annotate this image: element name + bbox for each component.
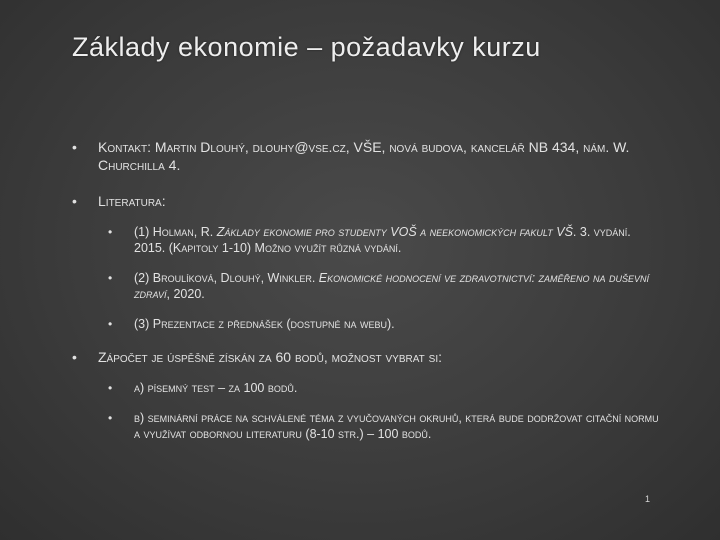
lit2-book-title: Ekonomické hodnocení ve zdravotnictví: zaměřeno na duševní zdraví (134, 271, 649, 301)
page-number: 1 (645, 494, 651, 504)
literatura-label: Literatura: (98, 193, 166, 209)
lit1-author: (1) Holman, R. (134, 225, 217, 239)
kontakt-text: Kontakt: Martin Dlouhý, dlouhy@vse.cz, VŠE, nová budova, kancelář NB 434, nám. W. Churchilla 4. (98, 139, 630, 173)
option-a-text: a) písemný test – za 100 bodů. (134, 381, 298, 395)
bullet-dot-icon: • (108, 317, 113, 331)
bullet-dot-icon: • (108, 381, 113, 395)
option-b (108, 410, 662, 442)
bullet-dot-icon: • (72, 349, 77, 365)
literature-item-3 (108, 316, 662, 332)
option-a (108, 380, 662, 396)
bullet-dot-icon: • (108, 225, 113, 239)
bullet-dot-icon: • (72, 193, 77, 209)
lit2-authors: (2) Broulíková, Dlouhý, Winkler. (134, 271, 319, 285)
bullet-zapocet (72, 348, 662, 366)
bullet-literatura (72, 192, 662, 210)
bullet-kontakt (72, 138, 662, 174)
literature-item-1 (108, 224, 662, 256)
option-b-text: b) seminární práce na schválené téma z vyučovaných okruhů, která bude dodržovat citační normu a využívat odbornou literaturu (8-10 str.) – 100 bodů. (134, 411, 659, 441)
bullet-dot-icon: • (108, 271, 113, 285)
lit1-details: . 3. vydání. 2015. (Kapitoly 1-10) Možno využít různá vydání. (134, 225, 631, 255)
bullet-dot-icon: • (108, 411, 113, 425)
lit1-book-title: Základy ekonomie pro studenty VOŠ a neekonomických fakult VŠ (216, 225, 573, 239)
lit2-details: , 2020. (166, 287, 205, 301)
literature-item-2 (108, 270, 662, 302)
literature-item-3-text: (3) Prezentace z přednášek (dostupné na webu). (134, 317, 395, 331)
zapocet-text: Zápočet je úspěšně získán za 60 bodů, možnost vybrat si: (98, 349, 442, 365)
bullet-dot-icon: • (72, 139, 77, 155)
slide-title: Základy ekonomie – požadavky kurzu (72, 32, 541, 62)
literature-item-1-text (134, 224, 662, 256)
literature-item-2-text (134, 270, 662, 302)
slide-content (72, 138, 662, 456)
